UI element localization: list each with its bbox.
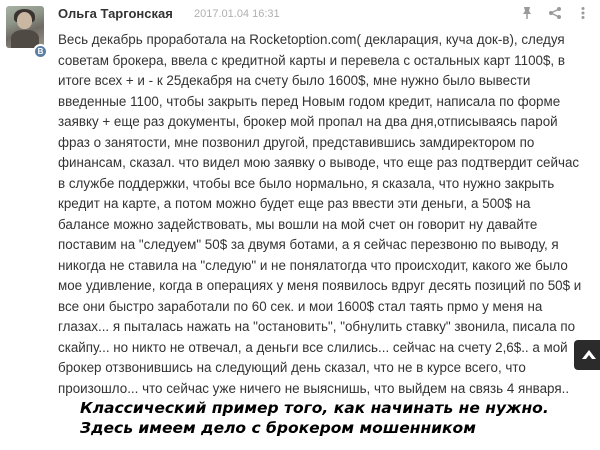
comment-line: советам брокера, ввела с кредитной карты и перевела с остальных карт 1100$, в bbox=[58, 52, 565, 68]
comment-line: скайпу... но никто не отвечал, а деньги все слились... сейчас на счету 2,6$.. а мой bbox=[58, 339, 568, 355]
comment-line: итоге всех + и - к 25декабря на счету было 1600$, мне нужно было вывести bbox=[58, 73, 531, 88]
scroll-top-icon bbox=[581, 349, 597, 361]
avatar-head bbox=[17, 12, 32, 29]
comment-text bbox=[58, 30, 592, 399]
comment-line: кредит на карте, а потом можно будет еще раз ввести эти деньги, а 500$ на bbox=[58, 196, 531, 211]
caption bbox=[80, 398, 595, 438]
more-icon[interactable] bbox=[576, 6, 590, 20]
comment-line: поставим на "следуем" 50$ за двумя ботами, а я сейчас перезвоню по выводу, я bbox=[58, 237, 559, 252]
scroll-top-button[interactable] bbox=[574, 340, 600, 370]
comment-timestamp: 2017.01.04 16:31 bbox=[194, 8, 280, 20]
share-icon[interactable] bbox=[548, 6, 562, 20]
caption-line: Здесь имеем дело с брокером мошенником bbox=[80, 419, 476, 437]
comment-line: никогда не ставила на "следую" и не понялатогда что происходит, какого же было bbox=[58, 257, 568, 273]
comment-line: балансе можно задействовать, мы вошли на мой счет он говорит ну давайте bbox=[58, 216, 538, 232]
comment-line: финансам, сказал. что видел мою заявку о выводе, что еще раз подтвердит сейчас bbox=[58, 155, 580, 170]
comment-line: произошло... что сейчас уже ничего не выяснишь, что выйдем на связь 4 января.. bbox=[58, 380, 570, 396]
comment-line: Весь декабрь проработала на Rocketoption.com( декларация, куча док-в), следуя bbox=[58, 32, 565, 47]
comment-actions bbox=[520, 6, 590, 20]
avatar[interactable] bbox=[6, 6, 44, 48]
caption-line: Классический пример того, как начинать не нужно. bbox=[80, 399, 549, 417]
comment-line: в службе поддержки, чтобы все было нормально, я сказала, что нужно закрыть bbox=[58, 175, 555, 191]
comment-line: глазах... я пыталась нажать на "остановить", "обнулить ставку" звонила, писала по bbox=[58, 319, 576, 334]
pin-icon[interactable] bbox=[520, 6, 534, 20]
comment-line: заявку + еще раз документы, брокер мой пропал на два дня,отписываясь парой bbox=[58, 114, 558, 129]
comment-line: мое удивление, когда в операциях у меня появилось вдруг десять позиций по 50$ и bbox=[58, 278, 582, 293]
vk-badge: В bbox=[33, 44, 48, 59]
comment-line: брокер отзвонившись на следующий день сказал, что не в курсе всего, что bbox=[58, 360, 526, 375]
comment-line: введенные 1100, чтобы закрыть перед Новым годом кредит, написала по форме bbox=[58, 93, 561, 109]
comment-line: все они быстро заработали по 60 сек. и мои 1600$ стал таять прмо у меня на bbox=[58, 298, 543, 314]
comment-line: фраз о занятости, мне позвонил другой, представившись замдиректором по bbox=[58, 134, 535, 150]
comment-author[interactable]: Ольга Таргонская bbox=[58, 6, 173, 21]
